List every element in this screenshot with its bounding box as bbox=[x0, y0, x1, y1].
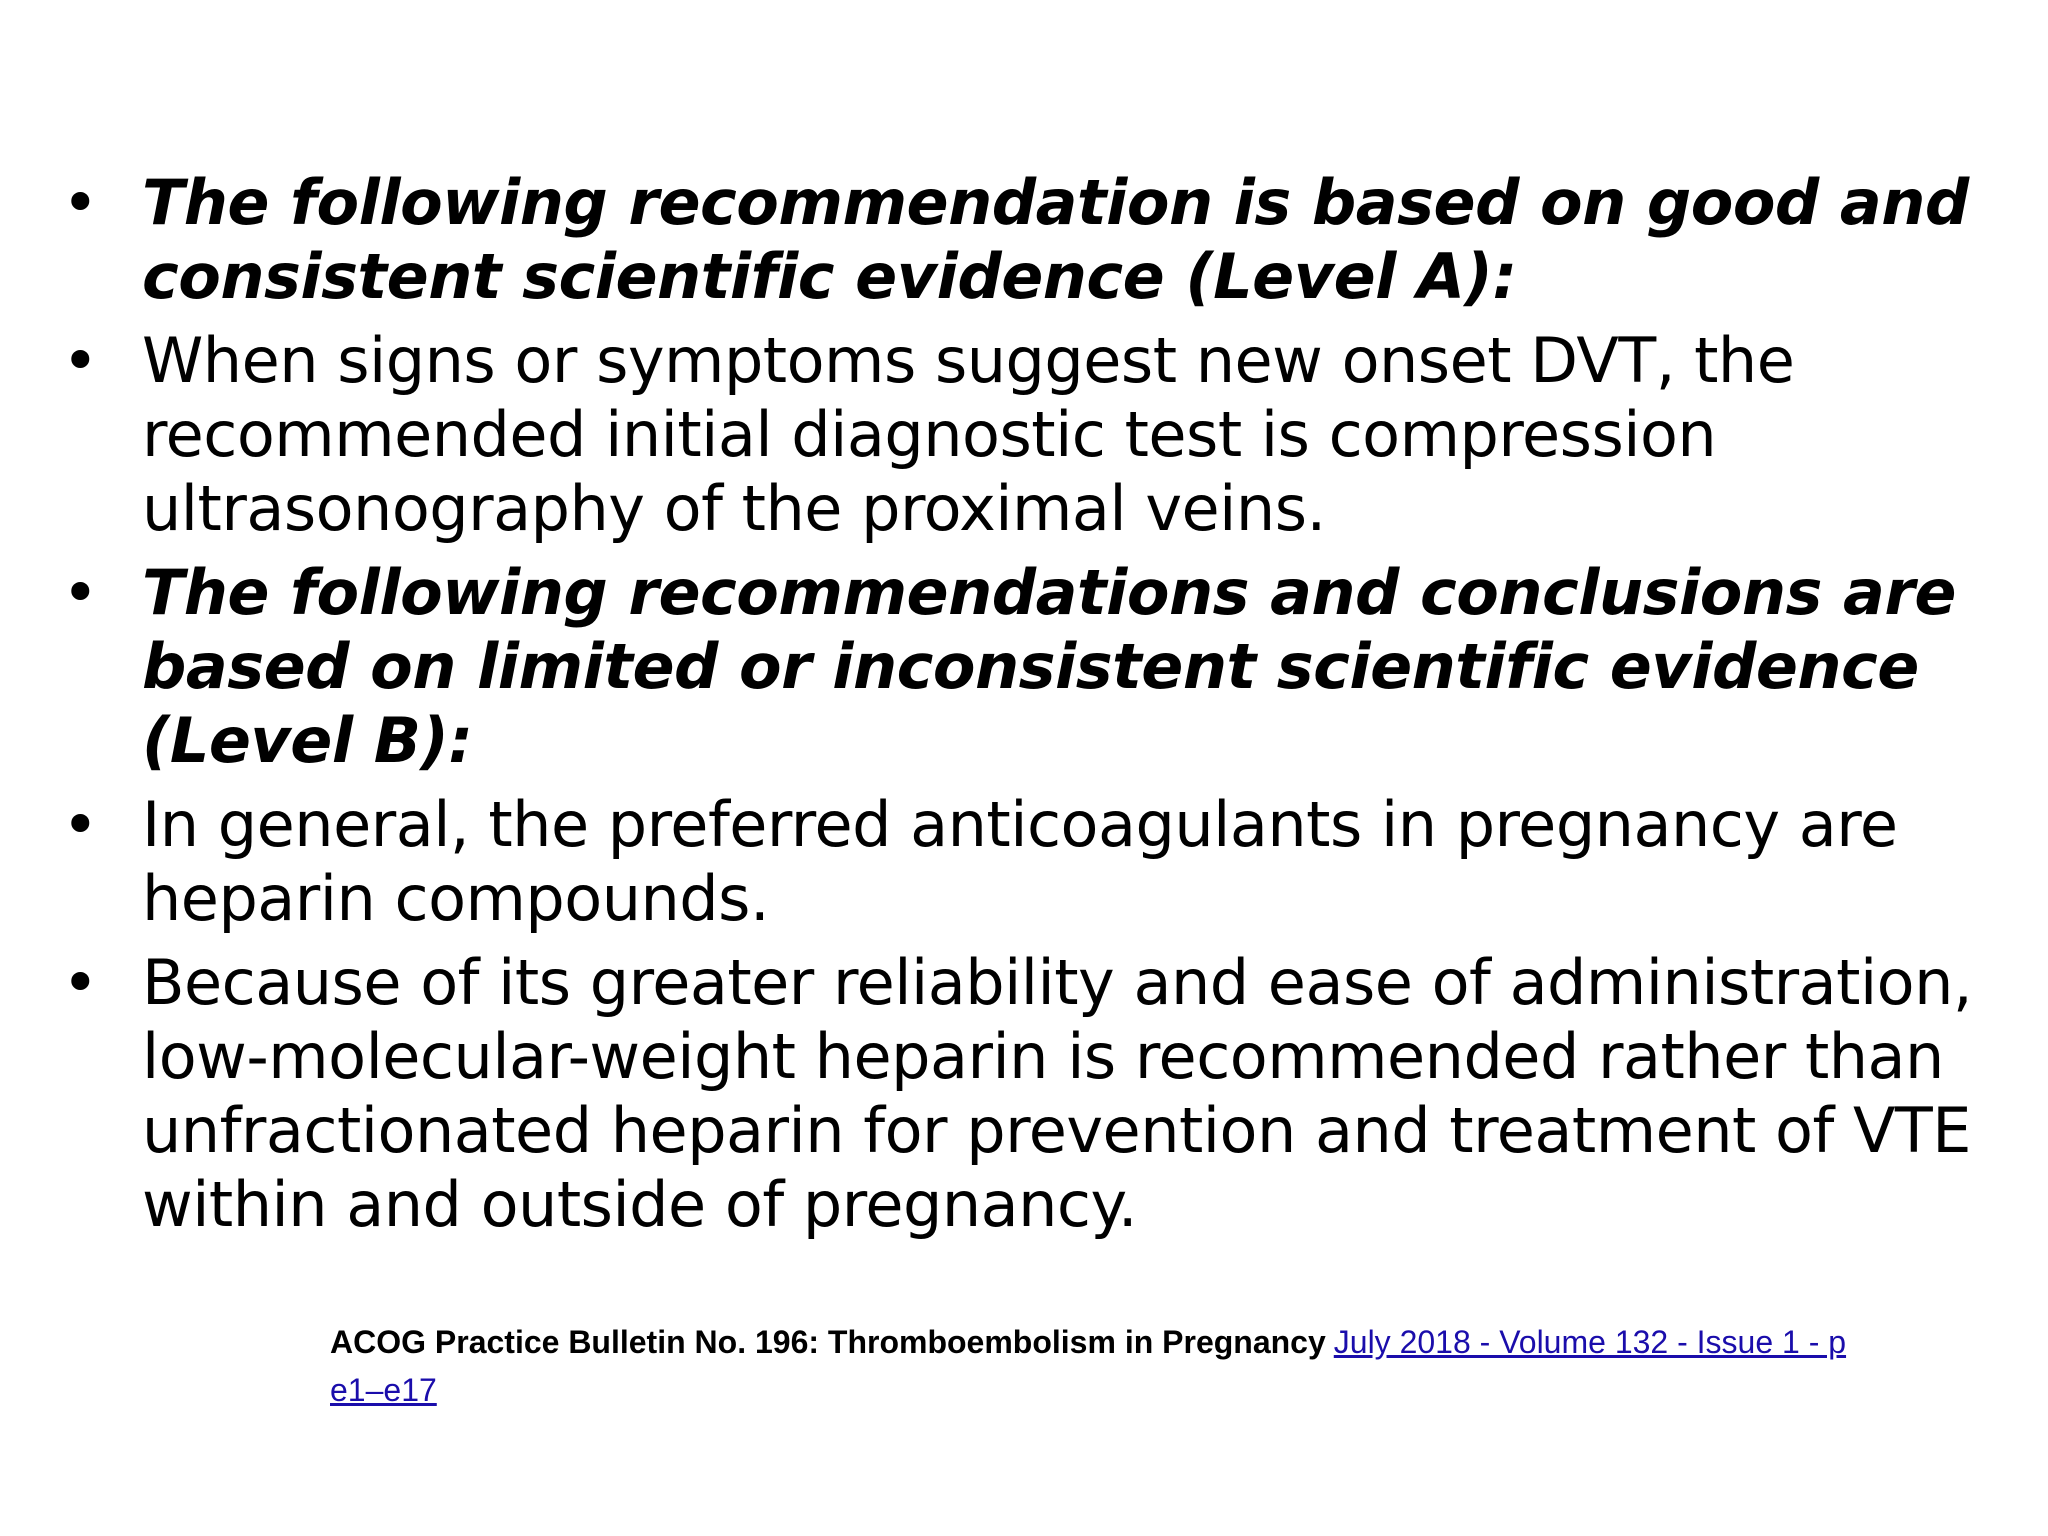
bullet-icon: • bbox=[61, 324, 99, 397]
bullet-icon: • bbox=[61, 166, 99, 239]
bullet-item-anticoagulants bbox=[60, 788, 2020, 936]
bullet-text: In general, the preferred anticoagulants in pregnancy are heparin compounds. bbox=[142, 788, 1898, 935]
bullet-icon: • bbox=[61, 788, 99, 861]
bullet-item-level-b-heading bbox=[60, 556, 2020, 778]
bullet-item-lmwh bbox=[60, 946, 2020, 1242]
bullet-text: The following recommendation is based on good and consistent scientific evidence (Level A): bbox=[142, 166, 1969, 313]
citation-link[interactable]: July 2018 - Volume 132 - Issue 1 - p e1–e17 bbox=[330, 1324, 1847, 1408]
bullet-item-level-a-heading bbox=[60, 166, 2020, 314]
bullet-icon: • bbox=[61, 946, 99, 1019]
bullet-text: When signs or symptoms suggest new onset DVT, the recommended initial diagnostic test is compression ultrasonography of the proximal veins. bbox=[142, 324, 1795, 545]
citation bbox=[330, 1318, 1890, 1414]
bullet-text: The following recommendations and conclusions are based on limited or inconsistent scientific evidence (Level B): bbox=[142, 556, 1956, 777]
bullet-list bbox=[60, 166, 2020, 1252]
bullet-item-dvt-diagnostic bbox=[60, 324, 2020, 546]
citation-title: ACOG Practice Bulletin No. 196: Thromboembolism in Pregnancy bbox=[330, 1324, 1326, 1360]
bullet-text: Because of its greater reliability and ease of administration, low-molecular-weight heparin is recommended rather than unfractionated heparin for prevention and treatment of VTE within and outside of pregnancy. bbox=[142, 946, 1973, 1241]
bullet-icon: • bbox=[61, 556, 99, 629]
